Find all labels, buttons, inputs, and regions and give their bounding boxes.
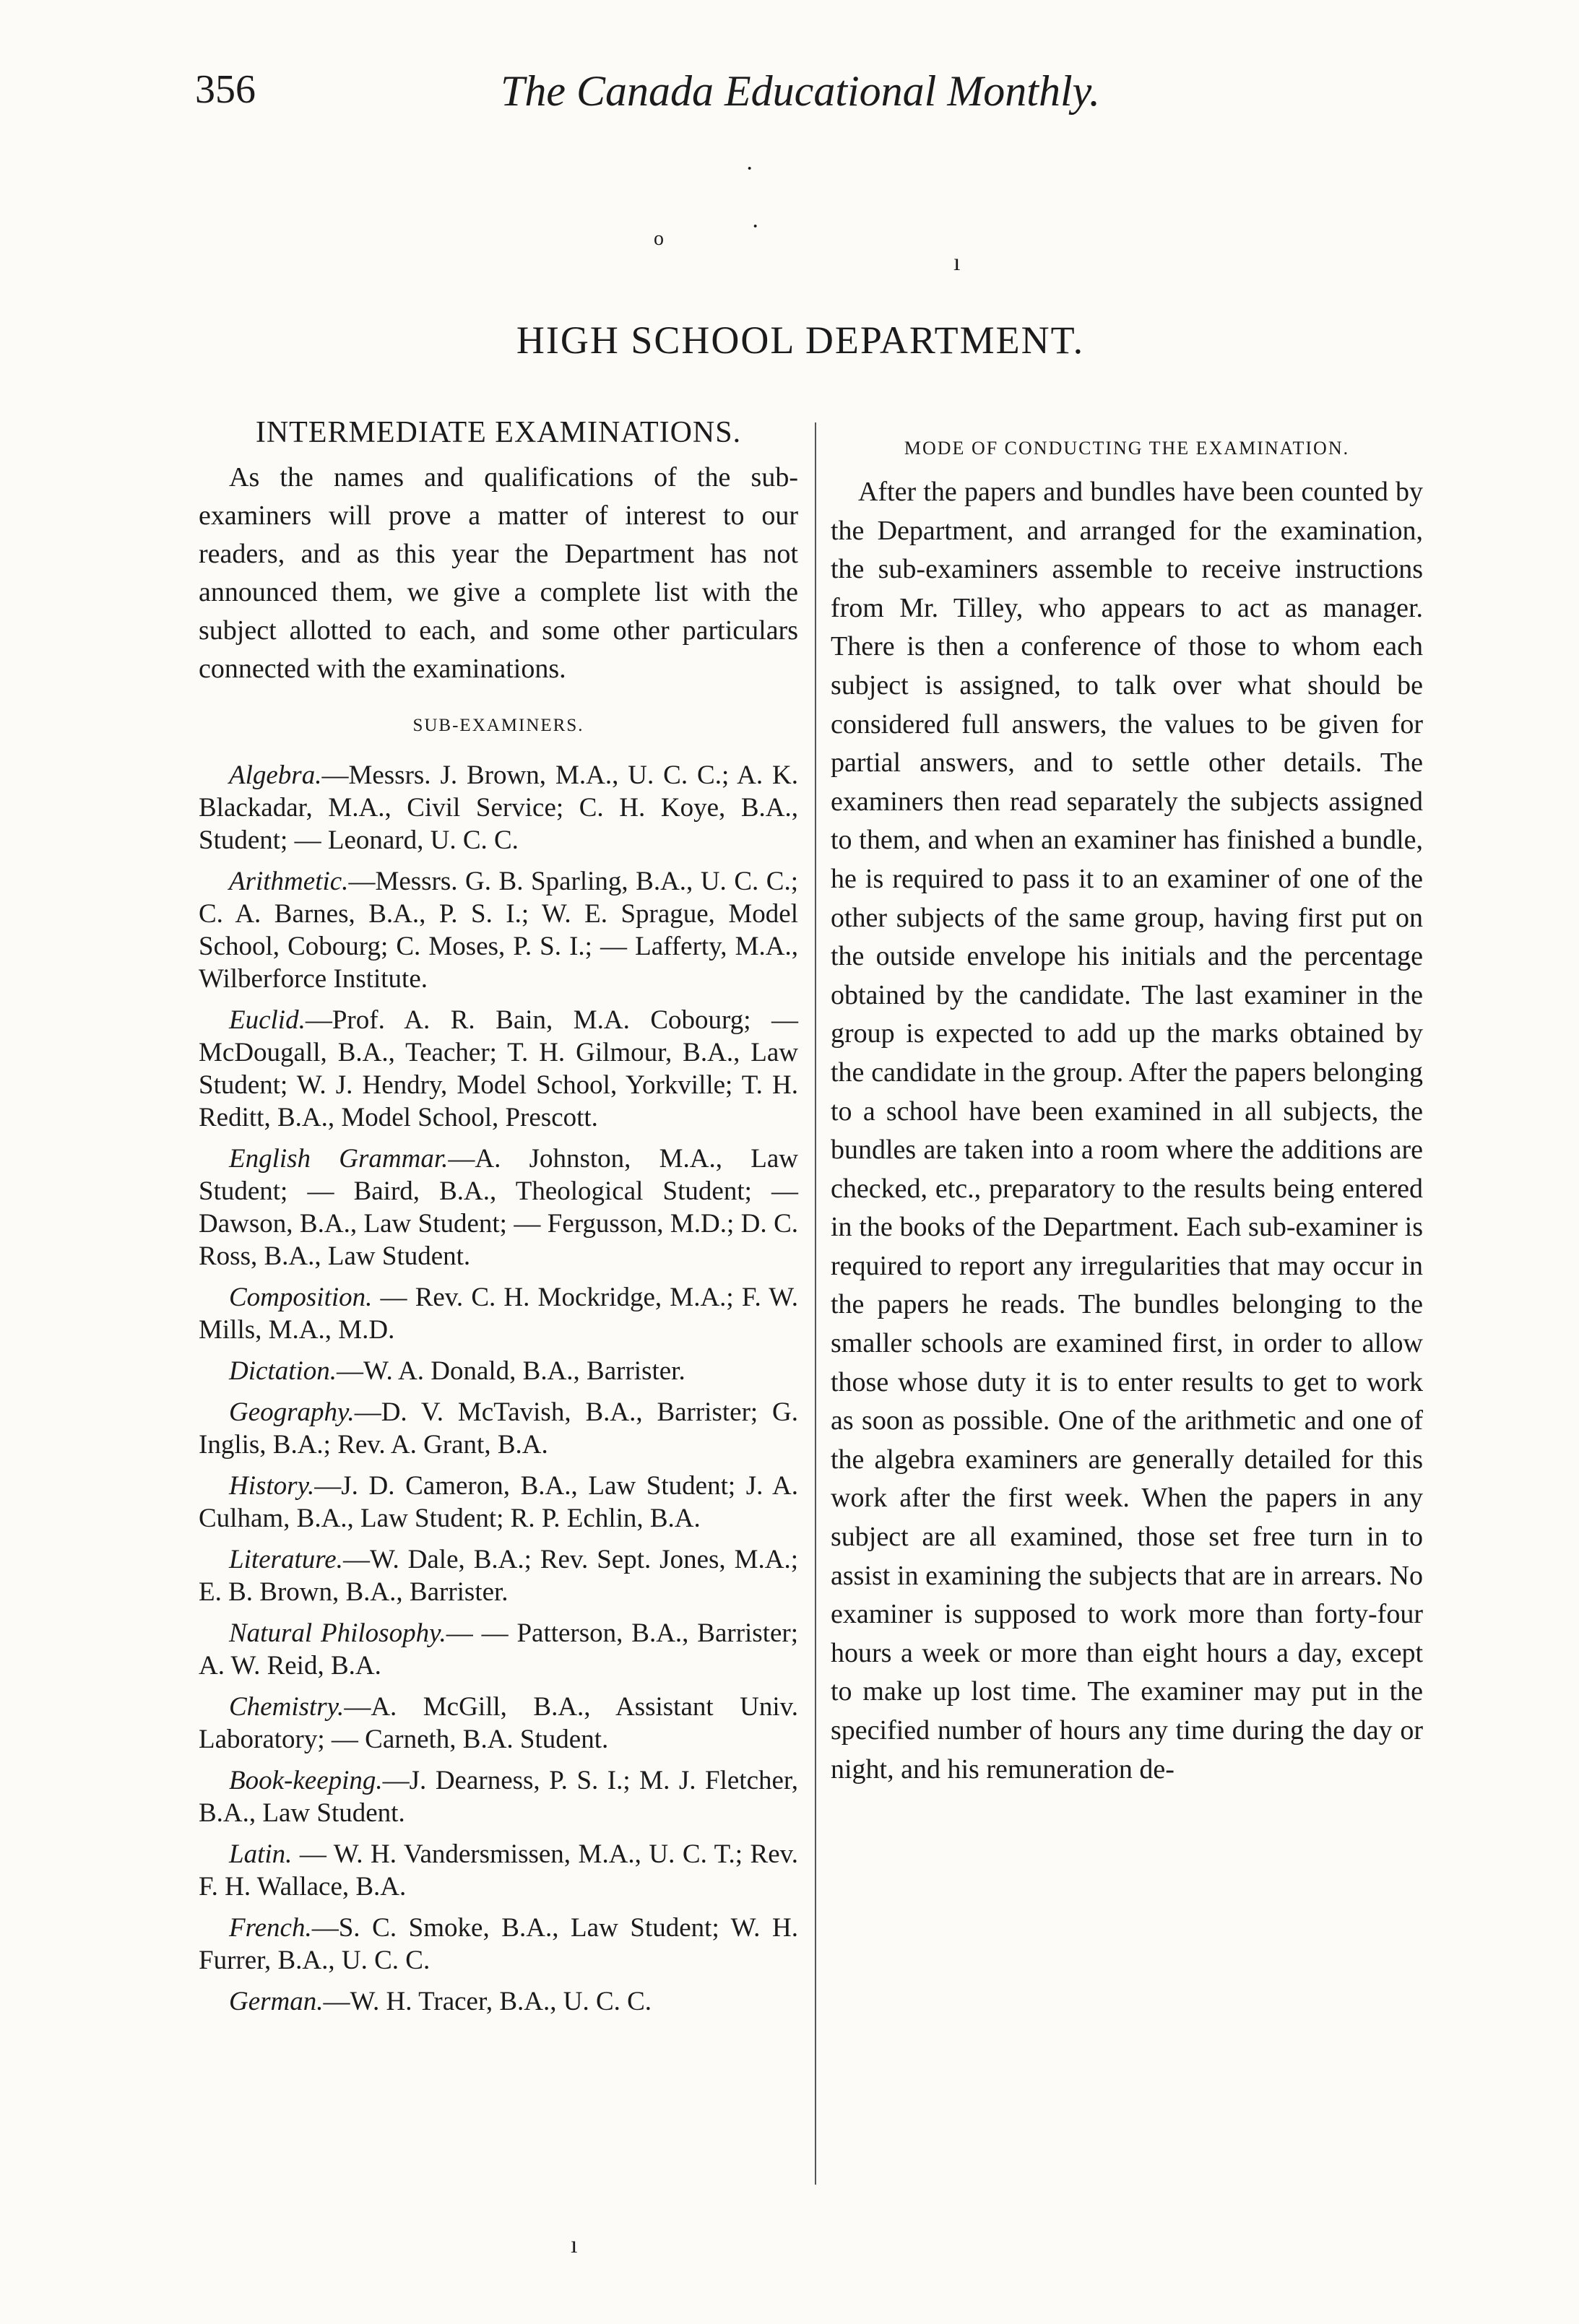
subject-name: Dictation. [229,1356,337,1386]
section-heading-mode: MODE OF CONDUCTING THE EXAMINATION. [904,438,1350,459]
list-item [199,1355,798,1387]
column-divider [815,422,816,2185]
examiner-names: —D. V. McTavish, B.A., Barrister; G. Inglis, B.A.; Rev. A. Grant, B.A. [199,1397,798,1460]
list-item [199,1617,798,1682]
examiner-names: —W. H. Tracer, B.A., U. C. C. [323,1987,652,2016]
print-speck: · [751,213,760,240]
examiner-names: —W. Dale, B.A.; Rev. Sept. Jones, M.A.; E. B. Brown, B.A., Barrister. [199,1545,798,1607]
list-item [199,1281,798,1346]
department-title: HIGH SCHOOL DEPARTMENT. [516,318,1085,362]
examiner-names: —A. McGill, B.A., Assistant Univ. Laboratory; — Carneth, B.A. Student. [199,1692,798,1754]
subject-name: Composition. [229,1283,373,1312]
subject-name: Latin. [229,1839,293,1869]
subject-name: Literature. [229,1545,343,1574]
examiner-names: —W. A. Donald, B.A., Barrister. [337,1356,685,1386]
list-item [199,1838,798,1903]
examiner-names: —Messrs. J. Brown, M.A., U. C. C.; A. K. Blackadar, M.A., Civil Service; C. H. Koye, B.A., Student; — Leonard, U. C. C. [199,760,798,855]
subject-name: Book-keeping. [229,1766,383,1795]
sub-examiners-heading: SUB-EXAMINERS. [412,716,584,735]
page-number: 356 [195,67,256,112]
examiner-names: —Messrs. G. B. Sparling, B.A., U. C. C.; C. A. Barnes, B.A., P. S. I.; W. E. Sprague, Model School, Cobourg; C. Moses, P. S. I.; — Lafferty, M.A., Wilberforce Institute. [199,867,798,994]
running-head [195,66,1406,131]
list-item [199,1912,798,1977]
subject-name: Arithmetic. [229,867,349,896]
examiner-names: —J. Dearness, P. S. I.; M. J. Fletcher, B.A., Law Student. [199,1766,798,1828]
list-item [199,1004,798,1134]
left-column [199,415,798,2026]
print-speck: o [654,227,664,250]
examiner-names: —S. C. Smoke, B.A., Law Student; W. H. Furrer, B.A., U. C. C. [199,1913,798,1975]
list-item [199,759,798,857]
print-speck: · [745,155,754,182]
list-item [199,1143,798,1272]
intro-paragraph: As the names and qualifications of the sub-examiners will prove a matter of interest to our readers, and as this year the Department has not announced them, we give a complete list with the subject allotted to each, and some other particulars connected with the examinations. [199,462,798,684]
subject-name: Geography. [229,1397,355,1427]
right-column [831,415,1423,1789]
subject-name: French. [229,1913,312,1943]
examiner-names: —Prof. A. R. Bain, M.A. Cobourg; — McDougall, B.A., Teacher; T. H. Gilmour, B.A., Law Student; W. J. Hendry, Model School, Yorkville; T. H. Reditt, B.A., Model School, Prescott. [199,1005,798,1132]
section-heading-intermediate: INTERMEDIATE EXAMINATIONS. [255,416,742,449]
examiner-names: — Rev. C. H. Mockridge, M.A.; F. W. Mills, M.A., M.D. [199,1283,798,1345]
mode-paragraph: After the papers and bundles have been counted by the Department, and arranged for the examination, the sub-examiners assemble to receive instructions from Mr. Tilley, who appears to act as manager. There is then a conference of those to whom each subject is assigned, to talk over what should be considered full answers, the values to be given for partial answers, and to settle other details. The examiners then read separately the subjects assigned to them, and when an examiner has finished a bundle, he is required to pass it to an examiner of one of the other subjects of the same group, having first put on the outside envelope his initials and the percentage obtained by the candidate. The last examiner in the group is expected to add up the marks obtained by the candidate in the group. After the papers belonging to a school have been examined in all subjects, the bundles are taken into a room where the additions are checked, etc., preparatory to the results being entered in the books of the Department. Each sub-examiner is required to report any irregularities that may occur in the papers he reads. The bundles belonging to the smaller schools are examined first, in order to allow those whose duty it is to enter results to get to work as soon as possible. One of the arithmetic and one of the algebra examiners are generally detailed for this work after the first week. When the papers in any subject are all examined, those set free turn in to assist in examining the subjects that are in arrears. No examiner is supposed to work more than forty-four hours a week or more than eight hours a day, except to make up lost time. The examiner may put in the specified number of hours any time during the day or night, and his remuneration de- [831,477,1423,1785]
examiner-names: — — Patterson, B.A., Barrister; A. W. Reid, B.A. [199,1618,799,1681]
subject-name: Chemistry. [229,1692,345,1722]
list-item [199,1985,798,2018]
list-item [199,1764,798,1829]
list-item [199,1691,798,1756]
subject-name: Natural Philosophy. [229,1618,446,1648]
print-speck: ı [953,249,961,276]
subject-name: Euclid. [229,1005,306,1035]
subject-name: History. [229,1471,315,1501]
subject-name: English Grammar. [229,1144,449,1174]
list-item [199,865,798,995]
subject-name: Algebra. [229,760,322,790]
examiner-names: — W. H. Vandersmissen, M.A., U. C. T.; Rev. F. H. Wallace, B.A. [199,1839,798,1902]
subject-name: German. [229,1987,324,2016]
examiner-names: —A. Johnston, M.A., Law Student; — Baird, B.A., Theological Student; — Dawson, B.A., Law Student; — Fergusson, M.D.; D. C. Ross, B.A., Law Student. [199,1144,798,1271]
list-item [199,1396,798,1461]
print-speck: ı [571,2232,578,2258]
examiner-names: —J. D. Cameron, B.A., Law Student; J. A. Culham, B.A., Law Student; R. P. Echlin, B.A. [199,1471,798,1533]
journal-title: The Canada Educational Monthly. [501,67,1100,115]
list-item [199,1470,798,1535]
list-item [199,1543,798,1608]
